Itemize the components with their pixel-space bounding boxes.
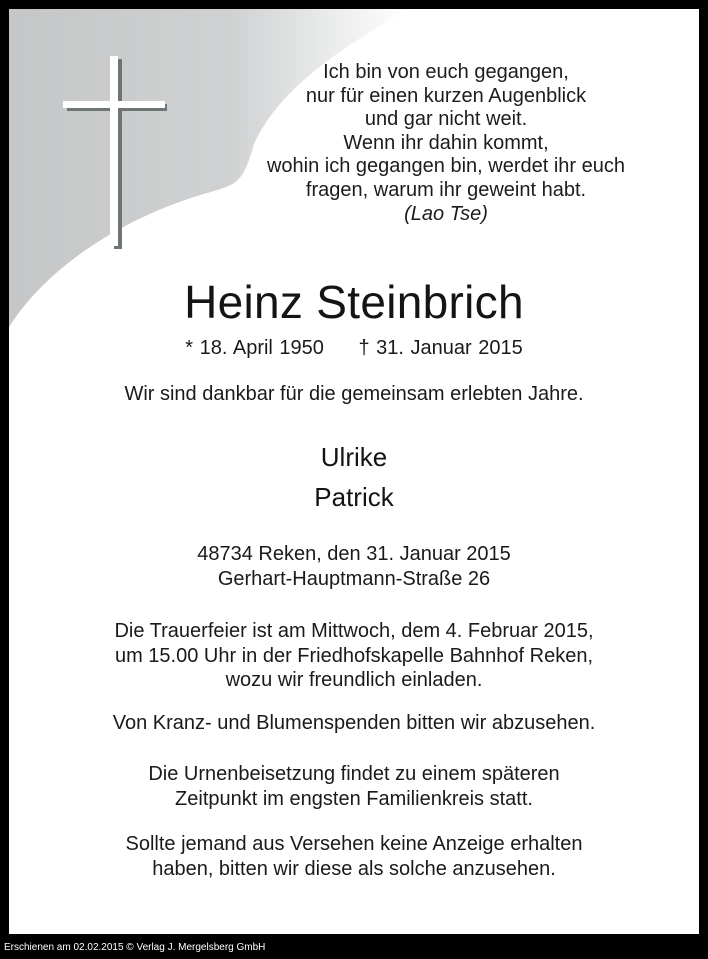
poem [206, 61, 686, 226]
poem-line: wohin ich gegangen bin, werdet ihr euch [266, 155, 626, 178]
notice-line: Sollte jemand aus Versehen keine Anzeige erhalten [125, 833, 583, 855]
address-line: 48734 Reken, den 31. Januar 2015 [197, 543, 511, 565]
poem-line: nur für einen kurzen Augenblick [305, 84, 587, 107]
notice-line: haben, bitten wir diese als solche anzusehen. [152, 857, 556, 880]
publication-footer: Erschienen am 02.02.2015 © Verlag J. Mergelsberg GmbH [4, 942, 266, 953]
urn-line: Zeitpunkt im engsten Familienkreis statt. [175, 787, 533, 810]
urn-line: Die Urnenbeisetzung findet zu einem späteren [148, 763, 560, 785]
gratitude-line: Wir sind dankbar für die gemeinsam erlebten Jahre. [124, 383, 584, 405]
poem-line: fragen, warum ihr geweint habt. [305, 178, 587, 201]
death-date: † 31. Januar 2015 [358, 337, 523, 359]
poem-line: und gar nicht weit. [364, 108, 528, 131]
address-block [9, 542, 699, 591]
cross-icon [9, 9, 209, 269]
poem-author: (Lao Tse) [404, 202, 488, 225]
flowers-notice [9, 711, 699, 736]
gratitude-text [9, 382, 699, 407]
mourners [9, 437, 699, 517]
flowers-line: Von Kranz- und Blumenspenden bitten wir abzusehen. [112, 712, 596, 734]
poem-line: Wenn ihr dahin kommt, [343, 131, 549, 154]
poem-line: Ich bin von euch gegangen, [323, 61, 569, 83]
deceased-name: Heinz Steinbrich [184, 276, 524, 328]
funeral-line: Die Trauerfeier ist am Mittwoch, dem 4. Februar 2015, [114, 620, 594, 642]
urn-burial-info [9, 762, 699, 811]
address-line: Gerhart-Hauptmann-Straße 26 [217, 567, 491, 590]
missing-notice [9, 832, 699, 881]
funeral-info [9, 619, 699, 693]
life-dates [9, 336, 699, 360]
birth-date: * 18. April 1950 [185, 337, 324, 359]
mourner-name: Patrick [314, 482, 394, 512]
mourner-name: Ulrike [320, 442, 388, 472]
funeral-line: wozu wir freundlich einladen. [225, 669, 483, 691]
obituary-card [9, 9, 699, 934]
funeral-line: um 15.00 Uhr in der Friedhofskapelle Bahnhof Reken, [114, 644, 594, 667]
